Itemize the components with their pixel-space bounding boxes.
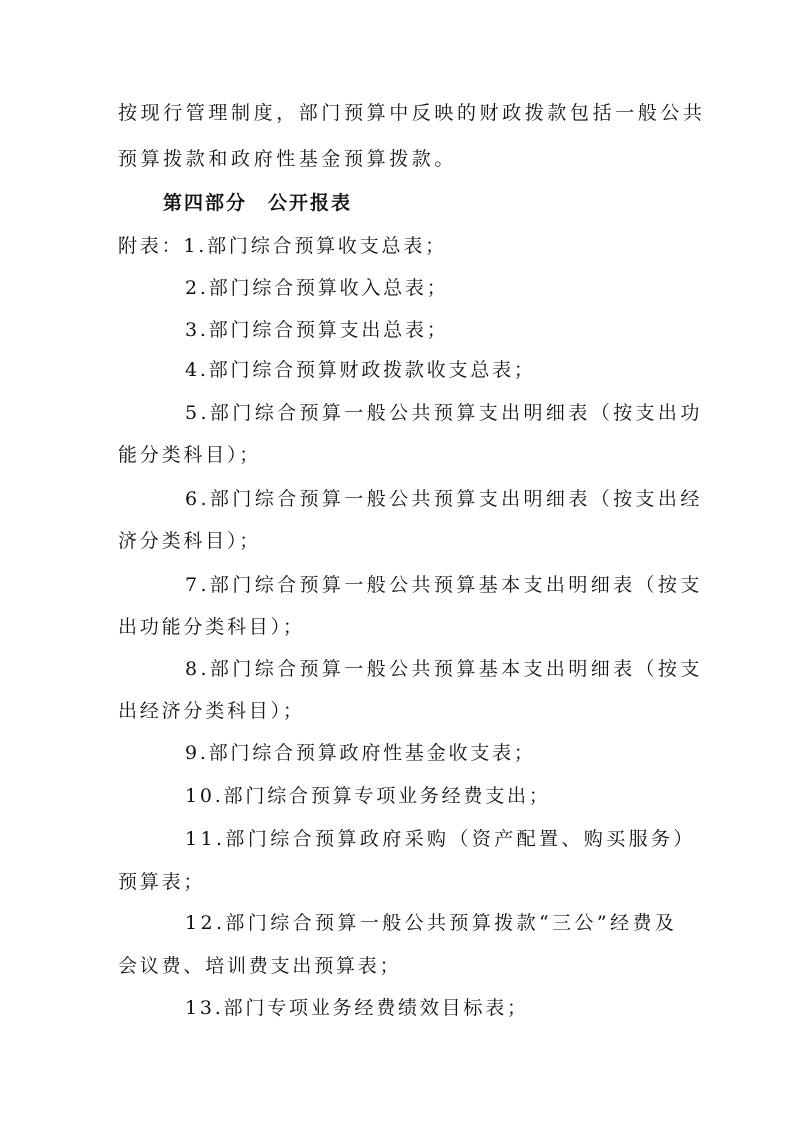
appendix-list-line: 5.部门综合预算一般公共预算支出明细表（按支出功 <box>185 402 703 424</box>
appendix-list-line: 6.部门综合预算一般公共预算支出明细表（按支出经 <box>185 488 703 510</box>
appendix-list-line: 附表：1.部门综合预算收支总表； <box>118 235 447 257</box>
appendix-list-line: 2.部门综合预算收入总表； <box>185 277 449 299</box>
appendix-list-line: 12.部门综合预算一般公共预算拨款“三公”经费及 <box>185 912 678 934</box>
appendix-list-line: 13.部门专项业务经费绩效目标表； <box>185 997 529 1019</box>
appendix-list-line-continuation: 会议费、培训费支出预算表； <box>118 955 402 977</box>
appendix-list-line: 3.部门综合预算支出总表； <box>185 319 449 341</box>
appendix-list-line-continuation: 出功能分类科目）； <box>118 616 305 638</box>
appendix-list-line: 11.部门综合预算政府采购（资产配置、购买服务） <box>185 828 696 850</box>
appendix-list-line-continuation: 预算表； <box>118 871 206 893</box>
appendix-list-line-continuation: 出经济分类科目）； <box>118 700 305 722</box>
appendix-list-line: 8.部门综合预算一般公共预算基本支出明细表（按支 <box>185 658 703 680</box>
paragraph-line-1: 按现行管理制度，部门预算中反映的财政拨款包括一般公共 <box>118 102 706 124</box>
appendix-list-line: 4.部门综合预算财政拨款收支总表； <box>185 359 536 381</box>
paragraph-line-2: 预算拨款和政府性基金预算拨款。 <box>118 148 458 170</box>
appendix-list-line-continuation: 济分类科目）； <box>118 530 262 552</box>
appendix-list-line: 7.部门综合预算一般公共预算基本支出明细表（按支 <box>185 574 703 596</box>
section-heading: 第四部分 公开报表 <box>163 192 353 214</box>
appendix-list-line: 9.部门综合预算政府性基金收支表； <box>185 742 536 764</box>
appendix-list-line-continuation: 能分类科目）； <box>118 444 262 466</box>
appendix-list-line: 10.部门综合预算专项业务经费支出； <box>185 785 551 807</box>
